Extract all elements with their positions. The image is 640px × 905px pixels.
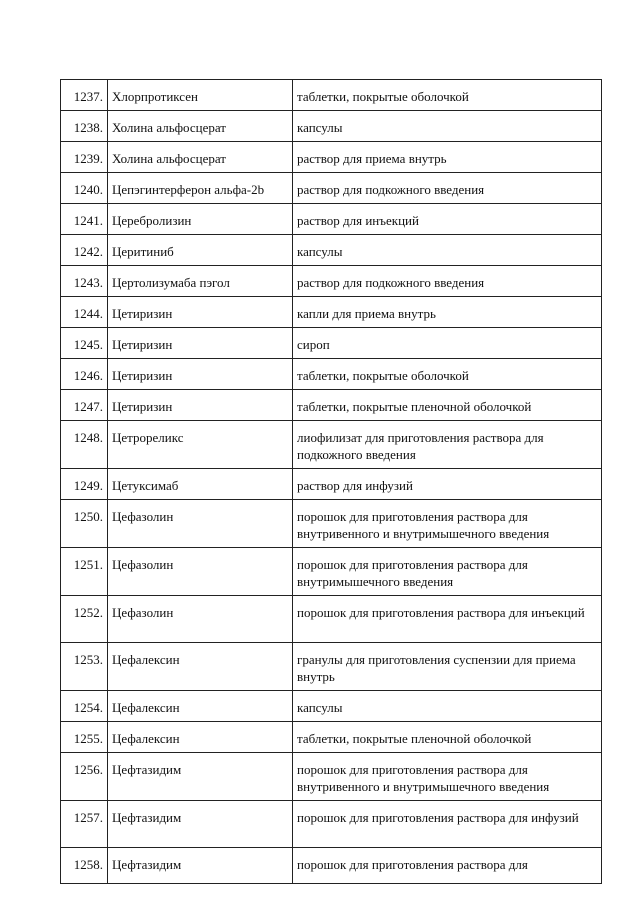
dosage-form: капсулы xyxy=(293,691,602,722)
table-row xyxy=(61,297,602,328)
drug-table xyxy=(60,79,602,884)
drug-name: Цетиризин xyxy=(108,359,293,390)
drug-name: Цертолизумаба пэгол xyxy=(108,266,293,297)
dosage-form: порошок для приготовления раствора для внутривенного и внутримышечного введения xyxy=(293,500,602,548)
drug-name: Цефалексин xyxy=(108,643,293,691)
table-row xyxy=(61,500,602,548)
table-row xyxy=(61,643,602,691)
drug-name: Цефазолин xyxy=(108,596,293,643)
table-row xyxy=(61,142,602,173)
dosage-form: капсулы xyxy=(293,111,602,142)
table-row xyxy=(61,111,602,142)
row-number: 1253. xyxy=(61,643,108,691)
dosage-form: таблетки, покрытые оболочкой xyxy=(293,80,602,111)
drug-name: Цефтазидим xyxy=(108,848,293,884)
drug-name: Цетиризин xyxy=(108,328,293,359)
drug-name: Цефтазидим xyxy=(108,753,293,801)
dosage-form: раствор для инъекций xyxy=(293,204,602,235)
dosage-form: раствор для инфузий xyxy=(293,469,602,500)
row-number: 1244. xyxy=(61,297,108,328)
row-number: 1250. xyxy=(61,500,108,548)
table-row xyxy=(61,173,602,204)
drug-name: Хлорпротиксен xyxy=(108,80,293,111)
dosage-form: лиофилизат для приготовления раствора для подкожного введения xyxy=(293,421,602,469)
dosage-form: порошок для приготовления раствора для xyxy=(293,848,602,884)
drug-name: Цетиризин xyxy=(108,390,293,421)
drug-name: Холина альфосцерат xyxy=(108,142,293,173)
drug-name: Цефазолин xyxy=(108,500,293,548)
dosage-form: таблетки, покрытые оболочкой xyxy=(293,359,602,390)
dosage-form: порошок для приготовления раствора для инфузий xyxy=(293,801,602,848)
drug-name: Холина альфосцерат xyxy=(108,111,293,142)
drug-name: Цепэгинтерферон альфа-2b xyxy=(108,173,293,204)
table-row xyxy=(61,421,602,469)
table-row xyxy=(61,266,602,297)
table-row xyxy=(61,359,602,390)
row-number: 1252. xyxy=(61,596,108,643)
drug-name: Цетрореликс xyxy=(108,421,293,469)
table-row xyxy=(61,328,602,359)
row-number: 1240. xyxy=(61,173,108,204)
row-number: 1255. xyxy=(61,722,108,753)
row-number: 1256. xyxy=(61,753,108,801)
table-row xyxy=(61,722,602,753)
table-row xyxy=(61,390,602,421)
table-body xyxy=(61,80,602,884)
dosage-form: сироп xyxy=(293,328,602,359)
drug-name: Церитиниб xyxy=(108,235,293,266)
row-number: 1238. xyxy=(61,111,108,142)
dosage-form: капли для приема внутрь xyxy=(293,297,602,328)
drug-name: Церебролизин xyxy=(108,204,293,235)
row-number: 1251. xyxy=(61,548,108,596)
table-row xyxy=(61,548,602,596)
dosage-form: раствор для подкожного введения xyxy=(293,173,602,204)
drug-name: Цетиризин xyxy=(108,297,293,328)
row-number: 1239. xyxy=(61,142,108,173)
drug-name: Цетуксимаб xyxy=(108,469,293,500)
dosage-form: порошок для приготовления раствора для внутривенного и внутримышечного введения xyxy=(293,753,602,801)
table-row xyxy=(61,753,602,801)
table-row xyxy=(61,469,602,500)
dosage-form: раствор для подкожного введения xyxy=(293,266,602,297)
dosage-form: таблетки, покрытые пленочной оболочкой xyxy=(293,390,602,421)
dosage-form: таблетки, покрытые пленочной оболочкой xyxy=(293,722,602,753)
row-number: 1245. xyxy=(61,328,108,359)
table-row xyxy=(61,204,602,235)
row-number: 1237. xyxy=(61,80,108,111)
row-number: 1249. xyxy=(61,469,108,500)
row-number: 1254. xyxy=(61,691,108,722)
dosage-form: порошок для приготовления раствора для инъекций xyxy=(293,596,602,643)
dosage-form: капсулы xyxy=(293,235,602,266)
row-number: 1258. xyxy=(61,848,108,884)
dosage-form: раствор для приема внутрь xyxy=(293,142,602,173)
table-row xyxy=(61,848,602,884)
drug-name: Цефалексин xyxy=(108,722,293,753)
row-number: 1257. xyxy=(61,801,108,848)
dosage-form: порошок для приготовления раствора для внутримышечного введения xyxy=(293,548,602,596)
row-number: 1248. xyxy=(61,421,108,469)
drug-name: Цефтазидим xyxy=(108,801,293,848)
table-row xyxy=(61,596,602,643)
row-number: 1241. xyxy=(61,204,108,235)
row-number: 1247. xyxy=(61,390,108,421)
row-number: 1242. xyxy=(61,235,108,266)
drug-name: Цефалексин xyxy=(108,691,293,722)
drug-name: Цефазолин xyxy=(108,548,293,596)
row-number: 1243. xyxy=(61,266,108,297)
table-row xyxy=(61,801,602,848)
table-row xyxy=(61,691,602,722)
table-row xyxy=(61,235,602,266)
dosage-form: гранулы для приготовления суспензии для приема внутрь xyxy=(293,643,602,691)
table-row xyxy=(61,80,602,111)
row-number: 1246. xyxy=(61,359,108,390)
